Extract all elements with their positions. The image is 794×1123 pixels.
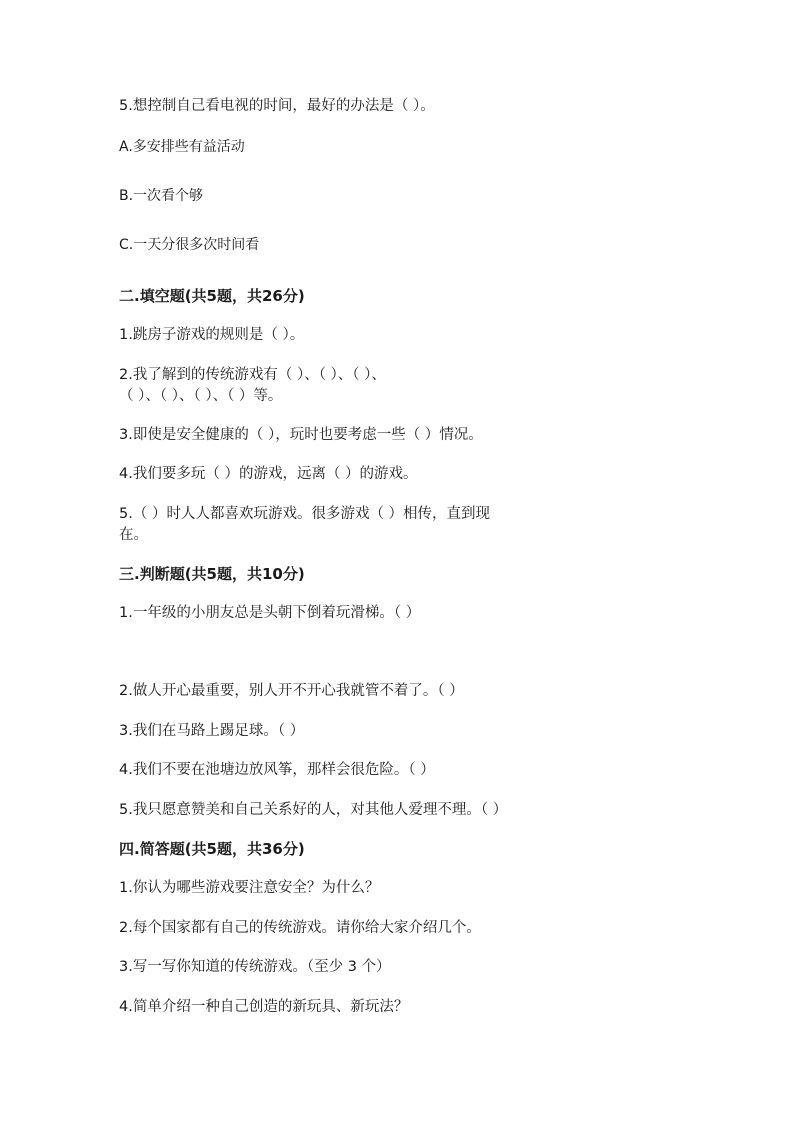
short-question-1: 1.你认为哪些游戏要注意安全？为什么？ (119, 880, 380, 896)
judge-question-5: 5.我只愿意赞美和自己关系好的人，对其他人爱理不理。（ ） (119, 802, 508, 818)
judge-question-2: 2.做人开心最重要，别人开不开心我就管不着了。（ ） (119, 683, 464, 699)
fill-question-3: 3.即使是安全健康的（ ），玩时也要考虑一些（ ）情况。 (119, 427, 483, 443)
short-question-4: 4.简单介绍一种自己创造的新玩具、新玩法？ (119, 999, 409, 1015)
option-b: B.一次看个够 (119, 188, 204, 204)
fill-question-1: 1.跳房子游戏的规则是（ ）。 (119, 327, 305, 343)
fill-question-4: 4.我们要多玩（ ）的游戏，远离（ ）的游戏。 (119, 466, 418, 482)
option-a: A.多安排些有益活动 (119, 139, 245, 155)
section-heading-short-answer: 四.简答题(共5题，共36分) (119, 840, 305, 858)
fill-question-5: 5.（ ）时人人都喜欢玩游戏。很多游戏（ ）相传，直到现 (119, 506, 491, 522)
judge-question-3: 3.我们在马路上踢足球。（ ） (119, 723, 305, 739)
section-heading-fill-in: 二.填空题(共5题，共26分) (119, 287, 305, 305)
fill-question-5-cont: 在。 (119, 527, 148, 543)
short-question-2: 2.每个国家都有自己的传统游戏。请你给大家介绍几个。 (119, 920, 481, 936)
judge-question-1: 1.一年级的小朋友总是头朝下倒着玩滑梯。（ ） (119, 605, 421, 621)
section-heading-true-false: 三.判断题(共5题，共10分) (119, 565, 305, 583)
judge-question-4: 4.我们不要在池塘边放风筝，那样会很危险。（ ） (119, 762, 435, 778)
option-c: C.一天分很多次时间看 (119, 237, 260, 253)
short-question-3: 3.写一写你知道的传统游戏。（至少 3 个） (119, 959, 391, 975)
fill-question-2: 2.我了解到的传统游戏有（ ）、（ ）、（ ）、 (119, 367, 386, 383)
question-text: 5.想控制自己看电视的时间，最好的办法是（ ）。 (119, 98, 435, 114)
fill-question-2-cont: （ ）、（ ）、（ ）、（ ）等。 (119, 388, 283, 404)
